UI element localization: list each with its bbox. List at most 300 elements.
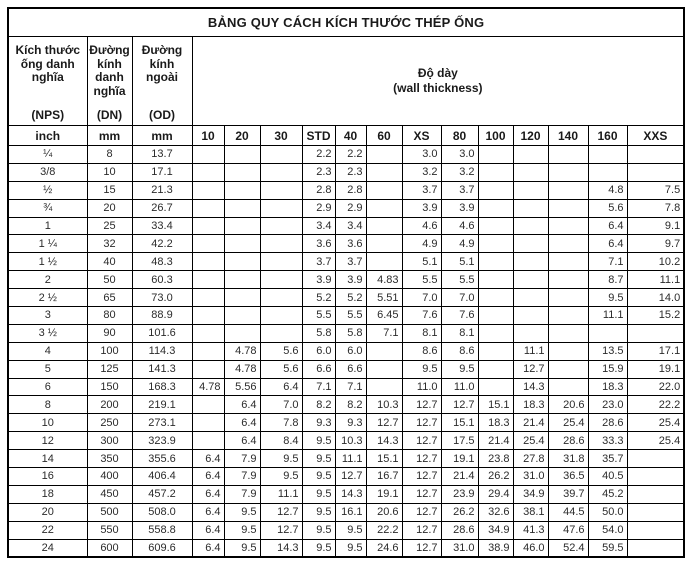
dn-cell: 65 bbox=[87, 289, 132, 307]
thickness-cell-140 bbox=[548, 199, 588, 217]
thickness-cell-120 bbox=[513, 307, 548, 325]
table-row bbox=[8, 450, 684, 468]
thickness-cell-40: 6.0 bbox=[335, 342, 366, 360]
thickness-cell-std: 2.3 bbox=[302, 163, 335, 181]
thickness-cell-xxs bbox=[627, 324, 684, 342]
dn-cell: 400 bbox=[87, 468, 132, 486]
dn-cell: 125 bbox=[87, 360, 132, 378]
thickness-cell-40: 16.1 bbox=[335, 503, 366, 521]
thickness-cell-160: 54.0 bbox=[588, 521, 627, 539]
thickness-cell-160: 40.5 bbox=[588, 468, 627, 486]
thickness-cell-40: 8.2 bbox=[335, 396, 366, 414]
od-cell: 88.9 bbox=[132, 307, 192, 325]
thickness-cell-100 bbox=[478, 181, 513, 199]
table-row bbox=[8, 360, 684, 378]
thickness-cell-xs: 12.7 bbox=[402, 432, 441, 450]
thickness-cell-40: 2.8 bbox=[335, 181, 366, 199]
thickness-cell-60: 4.83 bbox=[366, 271, 402, 289]
thickness-cell-10 bbox=[192, 235, 224, 253]
thickness-cell-140 bbox=[548, 324, 588, 342]
thickness-cell-std: 9.5 bbox=[302, 468, 335, 486]
thickness-cell-100: 29.4 bbox=[478, 485, 513, 503]
thickness-cell-10 bbox=[192, 360, 224, 378]
thickness-cell-xxs: 17.1 bbox=[627, 342, 684, 360]
schedule-60: 60 bbox=[366, 126, 402, 146]
thickness-cell-10: 6.4 bbox=[192, 521, 224, 539]
nps-cell: 14 bbox=[8, 450, 87, 468]
schedule-120: 120 bbox=[513, 126, 548, 146]
thickness-cell-60: 19.1 bbox=[366, 485, 402, 503]
thickness-cell-40: 9.5 bbox=[335, 521, 366, 539]
thickness-cell-80: 9.5 bbox=[441, 360, 478, 378]
thickness-cell-40: 5.2 bbox=[335, 289, 366, 307]
thickness-cell-60 bbox=[366, 199, 402, 217]
nps-cell: 24 bbox=[8, 539, 87, 557]
thickness-cell-10 bbox=[192, 289, 224, 307]
thickness-cell-160: 11.1 bbox=[588, 307, 627, 325]
schedule-xs: XS bbox=[402, 126, 441, 146]
thickness-cell-120 bbox=[513, 199, 548, 217]
thickness-cell-xs: 3.9 bbox=[402, 199, 441, 217]
thickness-cell-140 bbox=[548, 360, 588, 378]
thickness-cell-100 bbox=[478, 360, 513, 378]
thickness-cell-xxs bbox=[627, 468, 684, 486]
thickness-cell-40: 2.3 bbox=[335, 163, 366, 181]
table-row bbox=[8, 521, 684, 539]
thickness-cell-std: 2.8 bbox=[302, 181, 335, 199]
thickness-cell-40: 11.1 bbox=[335, 450, 366, 468]
od-cell: 323.9 bbox=[132, 432, 192, 450]
schedule-100: 100 bbox=[478, 126, 513, 146]
od-cell: 60.3 bbox=[132, 271, 192, 289]
thickness-cell-60 bbox=[366, 163, 402, 181]
thickness-cell-10 bbox=[192, 163, 224, 181]
table-row bbox=[8, 181, 684, 199]
thickness-cell-40: 5.8 bbox=[335, 324, 366, 342]
table-row bbox=[8, 307, 684, 325]
thickness-cell-20: 5.56 bbox=[224, 378, 260, 396]
thickness-cell-160: 13.5 bbox=[588, 342, 627, 360]
nps-cell: 16 bbox=[8, 468, 87, 486]
table-row bbox=[8, 163, 684, 181]
schedule-xxs: XXS bbox=[627, 126, 684, 146]
dn-cell: 90 bbox=[87, 324, 132, 342]
thickness-cell-80: 19.1 bbox=[441, 450, 478, 468]
thickness-cell-10: 6.4 bbox=[192, 450, 224, 468]
od-cell: 114.3 bbox=[132, 342, 192, 360]
unit-od: mm bbox=[132, 126, 192, 146]
thickness-cell-30 bbox=[260, 289, 302, 307]
dn-cell: 50 bbox=[87, 271, 132, 289]
thickness-cell-80: 3.9 bbox=[441, 199, 478, 217]
thickness-cell-160: 18.3 bbox=[588, 378, 627, 396]
schedule-30: 30 bbox=[260, 126, 302, 146]
dn-cell: 550 bbox=[87, 521, 132, 539]
thickness-cell-160: 5.6 bbox=[588, 199, 627, 217]
thickness-cell-160: 59.5 bbox=[588, 539, 627, 557]
thickness-cell-10 bbox=[192, 307, 224, 325]
table-row bbox=[8, 485, 684, 503]
thickness-cell-120 bbox=[513, 146, 548, 164]
thickness-cell-80: 4.9 bbox=[441, 235, 478, 253]
pipe-table-body bbox=[8, 146, 684, 558]
nps-cell: 3 ½ bbox=[8, 324, 87, 342]
thickness-cell-30: 7.8 bbox=[260, 414, 302, 432]
thickness-cell-160: 45.2 bbox=[588, 485, 627, 503]
thickness-cell-120: 21.4 bbox=[513, 414, 548, 432]
thickness-cell-100 bbox=[478, 307, 513, 325]
pipe-size-table bbox=[7, 7, 685, 558]
thickness-cell-xs: 7.0 bbox=[402, 289, 441, 307]
thickness-cell-60: 15.1 bbox=[366, 450, 402, 468]
table-row bbox=[8, 468, 684, 486]
dn-cell: 40 bbox=[87, 253, 132, 271]
thickness-cell-30 bbox=[260, 235, 302, 253]
thickness-cell-120 bbox=[513, 217, 548, 235]
thickness-cell-20 bbox=[224, 271, 260, 289]
thickness-cell-std: 2.9 bbox=[302, 199, 335, 217]
nps-cell: 1 bbox=[8, 217, 87, 235]
thickness-cell-20 bbox=[224, 235, 260, 253]
thickness-cell-140 bbox=[548, 289, 588, 307]
nps-cell: 8 bbox=[8, 396, 87, 414]
thickness-cell-10 bbox=[192, 271, 224, 289]
thickness-cell-160: 28.6 bbox=[588, 414, 627, 432]
thickness-cell-20: 7.9 bbox=[224, 485, 260, 503]
thickness-cell-std: 3.6 bbox=[302, 235, 335, 253]
thickness-cell-100 bbox=[478, 253, 513, 271]
table-row bbox=[8, 289, 684, 307]
thickness-cell-160: 8.7 bbox=[588, 271, 627, 289]
thickness-cell-80: 17.5 bbox=[441, 432, 478, 450]
nps-cell: 1 ¼ bbox=[8, 235, 87, 253]
dn-cell: 600 bbox=[87, 539, 132, 557]
thickness-cell-40: 10.3 bbox=[335, 432, 366, 450]
thickness-cell-100: 34.9 bbox=[478, 521, 513, 539]
table-row bbox=[8, 199, 684, 217]
thickness-cell-60: 14.3 bbox=[366, 432, 402, 450]
thickness-cell-100: 21.4 bbox=[478, 432, 513, 450]
thickness-cell-80: 8.1 bbox=[441, 324, 478, 342]
dn-cell: 100 bbox=[87, 342, 132, 360]
thickness-cell-20 bbox=[224, 324, 260, 342]
thickness-cell-xs: 5.5 bbox=[402, 271, 441, 289]
thickness-cell-100 bbox=[478, 163, 513, 181]
od-cell: 355.6 bbox=[132, 450, 192, 468]
thickness-cell-xs: 11.0 bbox=[402, 378, 441, 396]
thickness-cell-120: 25.4 bbox=[513, 432, 548, 450]
thickness-cell-40: 2.9 bbox=[335, 199, 366, 217]
thickness-cell-10 bbox=[192, 181, 224, 199]
thickness-cell-10 bbox=[192, 146, 224, 164]
od-cell: 508.0 bbox=[132, 503, 192, 521]
thickness-cell-xs: 12.7 bbox=[402, 539, 441, 557]
thickness-cell-60 bbox=[366, 146, 402, 164]
schedule-40: 40 bbox=[335, 126, 366, 146]
thickness-cell-10: 6.4 bbox=[192, 503, 224, 521]
thickness-cell-160: 33.3 bbox=[588, 432, 627, 450]
thickness-cell-xs: 4.9 bbox=[402, 235, 441, 253]
thickness-cell-80: 5.5 bbox=[441, 271, 478, 289]
thickness-cell-30: 6.4 bbox=[260, 378, 302, 396]
thickness-cell-10: 6.4 bbox=[192, 485, 224, 503]
thickness-cell-30 bbox=[260, 271, 302, 289]
thickness-cell-140: 36.5 bbox=[548, 468, 588, 486]
thickness-cell-xxs: 10.2 bbox=[627, 253, 684, 271]
thickness-cell-80: 31.0 bbox=[441, 539, 478, 557]
thickness-cell-10 bbox=[192, 217, 224, 235]
thickness-cell-std: 9.5 bbox=[302, 503, 335, 521]
thickness-cell-160: 15.9 bbox=[588, 360, 627, 378]
thickness-cell-140: 39.7 bbox=[548, 485, 588, 503]
thickness-cell-80: 3.7 bbox=[441, 181, 478, 199]
od-cell: 73.0 bbox=[132, 289, 192, 307]
thickness-cell-80: 5.1 bbox=[441, 253, 478, 271]
table-row bbox=[8, 539, 684, 557]
thickness-cell-60 bbox=[366, 217, 402, 235]
thickness-cell-10: 4.78 bbox=[192, 378, 224, 396]
thickness-cell-30: 9.5 bbox=[260, 468, 302, 486]
thickness-cell-80: 23.9 bbox=[441, 485, 478, 503]
thickness-cell-10 bbox=[192, 342, 224, 360]
thickness-cell-60: 7.1 bbox=[366, 324, 402, 342]
thickness-cell-xs: 4.6 bbox=[402, 217, 441, 235]
od-cell: 17.1 bbox=[132, 163, 192, 181]
dn-cell: 25 bbox=[87, 217, 132, 235]
dn-cell: 80 bbox=[87, 307, 132, 325]
thickness-cell-std: 9.3 bbox=[302, 414, 335, 432]
header-row bbox=[8, 37, 684, 126]
thickness-cell-120: 34.9 bbox=[513, 485, 548, 503]
thickness-cell-60 bbox=[366, 181, 402, 199]
nps-cell: 20 bbox=[8, 503, 87, 521]
dn-cell: 200 bbox=[87, 396, 132, 414]
od-cell: 42.2 bbox=[132, 235, 192, 253]
thickness-cell-30 bbox=[260, 199, 302, 217]
thickness-cell-xxs: 11.1 bbox=[627, 271, 684, 289]
nps-cell: 6 bbox=[8, 378, 87, 396]
thickness-cell-10: 6.4 bbox=[192, 539, 224, 557]
thickness-cell-xxs bbox=[627, 485, 684, 503]
thickness-cell-xxs bbox=[627, 539, 684, 557]
thickness-cell-std: 8.2 bbox=[302, 396, 335, 414]
thickness-cell-60 bbox=[366, 378, 402, 396]
thickness-cell-xxs: 7.5 bbox=[627, 181, 684, 199]
nps-cell: 12 bbox=[8, 432, 87, 450]
thickness-cell-xs: 9.5 bbox=[402, 360, 441, 378]
thickness-cell-160 bbox=[588, 146, 627, 164]
thickness-cell-140: 52.4 bbox=[548, 539, 588, 557]
dn-cell: 20 bbox=[87, 199, 132, 217]
thickness-cell-160: 50.0 bbox=[588, 503, 627, 521]
thickness-cell-xs: 5.1 bbox=[402, 253, 441, 271]
thickness-cell-80: 28.6 bbox=[441, 521, 478, 539]
thickness-cell-40: 3.9 bbox=[335, 271, 366, 289]
thickness-cell-xxs bbox=[627, 163, 684, 181]
thickness-cell-60: 6.45 bbox=[366, 307, 402, 325]
thickness-cell-100 bbox=[478, 378, 513, 396]
nps-cell: 18 bbox=[8, 485, 87, 503]
thickness-cell-80: 26.2 bbox=[441, 503, 478, 521]
thickness-cell-xs: 7.6 bbox=[402, 307, 441, 325]
schedule-row bbox=[8, 126, 684, 146]
thickness-cell-xs: 3.0 bbox=[402, 146, 441, 164]
thickness-cell-60: 24.6 bbox=[366, 539, 402, 557]
thickness-cell-100: 15.1 bbox=[478, 396, 513, 414]
nps-cell: 22 bbox=[8, 521, 87, 539]
col-header-thickness bbox=[192, 37, 684, 126]
thickness-cell-120 bbox=[513, 271, 548, 289]
thickness-cell-xs: 12.7 bbox=[402, 414, 441, 432]
dn-cell: 8 bbox=[87, 146, 132, 164]
thickness-cell-20 bbox=[224, 217, 260, 235]
od-cell: 21.3 bbox=[132, 181, 192, 199]
thickness-cell-160: 35.7 bbox=[588, 450, 627, 468]
thickness-cell-140 bbox=[548, 307, 588, 325]
thickness-cell-xs: 3.7 bbox=[402, 181, 441, 199]
thickness-cell-xs: 12.7 bbox=[402, 396, 441, 414]
title-row bbox=[8, 8, 684, 37]
thickness-cell-20: 6.4 bbox=[224, 414, 260, 432]
thickness-cell-30: 9.5 bbox=[260, 450, 302, 468]
thickness-cell-xxs: 22.2 bbox=[627, 396, 684, 414]
thickness-cell-30: 8.4 bbox=[260, 432, 302, 450]
dn-cell: 500 bbox=[87, 503, 132, 521]
thickness-cell-std: 9.5 bbox=[302, 539, 335, 557]
table-row bbox=[8, 235, 684, 253]
thickness-cell-120 bbox=[513, 163, 548, 181]
thickness-cell-80: 4.6 bbox=[441, 217, 478, 235]
thickness-cell-20: 9.5 bbox=[224, 539, 260, 557]
dn-cell: 150 bbox=[87, 378, 132, 396]
thickness-cell-xs: 3.2 bbox=[402, 163, 441, 181]
thickness-cell-40: 14.3 bbox=[335, 485, 366, 503]
thickness-cell-20 bbox=[224, 199, 260, 217]
table-row bbox=[8, 432, 684, 450]
thickness-cell-20 bbox=[224, 181, 260, 199]
thickness-cell-140: 31.8 bbox=[548, 450, 588, 468]
schedule-140: 140 bbox=[548, 126, 588, 146]
thickness-cell-120: 14.3 bbox=[513, 378, 548, 396]
table-title: BẢNG QUY CÁCH KÍCH THƯỚC THÉP ỐNG bbox=[8, 8, 684, 37]
thickness-cell-120: 18.3 bbox=[513, 396, 548, 414]
thickness-cell-80: 12.7 bbox=[441, 396, 478, 414]
thickness-cell-120 bbox=[513, 324, 548, 342]
thickness-cell-10 bbox=[192, 432, 224, 450]
thickness-cell-20: 9.5 bbox=[224, 521, 260, 539]
thickness-cell-std: 3.7 bbox=[302, 253, 335, 271]
thickness-cell-160: 6.4 bbox=[588, 217, 627, 235]
thickness-cell-std: 6.0 bbox=[302, 342, 335, 360]
od-cell: 48.3 bbox=[132, 253, 192, 271]
thickness-cell-20: 9.5 bbox=[224, 503, 260, 521]
thickness-cell-140 bbox=[548, 253, 588, 271]
thickness-cell-160: 4.8 bbox=[588, 181, 627, 199]
schedule-160: 160 bbox=[588, 126, 627, 146]
thickness-cell-140 bbox=[548, 163, 588, 181]
thickness-cell-30: 7.0 bbox=[260, 396, 302, 414]
thickness-cell-xs: 12.7 bbox=[402, 450, 441, 468]
thickness-cell-100 bbox=[478, 199, 513, 217]
thickness-cell-std: 6.6 bbox=[302, 360, 335, 378]
thickness-cell-100 bbox=[478, 217, 513, 235]
thickness-cell-140 bbox=[548, 378, 588, 396]
thickness-cell-140 bbox=[548, 271, 588, 289]
thickness-cell-20: 4.78 bbox=[224, 360, 260, 378]
thickness-cell-30 bbox=[260, 307, 302, 325]
thickness-cell-30 bbox=[260, 146, 302, 164]
thickness-cell-60 bbox=[366, 342, 402, 360]
thickness-cell-60 bbox=[366, 235, 402, 253]
thickness-cell-120: 46.0 bbox=[513, 539, 548, 557]
thickness-cell-20 bbox=[224, 253, 260, 271]
thickness-cell-100: 18.3 bbox=[478, 414, 513, 432]
nps-cell: 10 bbox=[8, 414, 87, 432]
thickness-subtitle: (wall thickness) bbox=[393, 81, 483, 95]
thickness-cell-120: 38.1 bbox=[513, 503, 548, 521]
od-cell: 558.8 bbox=[132, 521, 192, 539]
thickness-cell-100: 23.8 bbox=[478, 450, 513, 468]
thickness-cell-60: 22.2 bbox=[366, 521, 402, 539]
thickness-cell-30 bbox=[260, 324, 302, 342]
thickness-cell-140: 47.6 bbox=[548, 521, 588, 539]
thickness-cell-40: 3.4 bbox=[335, 217, 366, 235]
schedule-10: 10 bbox=[192, 126, 224, 146]
thickness-cell-30: 5.6 bbox=[260, 342, 302, 360]
dn-cell: 350 bbox=[87, 450, 132, 468]
od-cell: 168.3 bbox=[132, 378, 192, 396]
nps-cell: 5 bbox=[8, 360, 87, 378]
thickness-cell-80: 3.0 bbox=[441, 146, 478, 164]
thickness-cell-140 bbox=[548, 217, 588, 235]
thickness-cell-xxs: 25.4 bbox=[627, 414, 684, 432]
table-row bbox=[8, 146, 684, 164]
thickness-cell-10: 6.4 bbox=[192, 468, 224, 486]
table-row bbox=[8, 414, 684, 432]
thickness-cell-xxs: 7.8 bbox=[627, 199, 684, 217]
thickness-cell-100 bbox=[478, 235, 513, 253]
unit-dn: mm bbox=[87, 126, 132, 146]
thickness-cell-160: 7.1 bbox=[588, 253, 627, 271]
table-row bbox=[8, 253, 684, 271]
thickness-cell-30: 11.1 bbox=[260, 485, 302, 503]
thickness-cell-60: 20.6 bbox=[366, 503, 402, 521]
thickness-cell-120: 27.8 bbox=[513, 450, 548, 468]
thickness-cell-xxs: 15.2 bbox=[627, 307, 684, 325]
thickness-cell-std: 3.4 bbox=[302, 217, 335, 235]
thickness-cell-30 bbox=[260, 181, 302, 199]
thickness-cell-xxs bbox=[627, 146, 684, 164]
thickness-cell-xs: 8.6 bbox=[402, 342, 441, 360]
thickness-cell-40: 3.7 bbox=[335, 253, 366, 271]
od-cell: 26.7 bbox=[132, 199, 192, 217]
table-row bbox=[8, 396, 684, 414]
thickness-cell-xs: 12.7 bbox=[402, 485, 441, 503]
od-cell: 406.4 bbox=[132, 468, 192, 486]
thickness-cell-xxs: 14.0 bbox=[627, 289, 684, 307]
thickness-cell-std: 9.5 bbox=[302, 432, 335, 450]
nps-cell: ¼ bbox=[8, 146, 87, 164]
thickness-cell-120: 31.0 bbox=[513, 468, 548, 486]
thickness-cell-160: 9.5 bbox=[588, 289, 627, 307]
thickness-cell-100: 38.9 bbox=[478, 539, 513, 557]
table-row bbox=[8, 503, 684, 521]
thickness-cell-40: 9.3 bbox=[335, 414, 366, 432]
thickness-cell-120 bbox=[513, 253, 548, 271]
thickness-cell-40: 6.6 bbox=[335, 360, 366, 378]
unit-nps: inch bbox=[8, 126, 87, 146]
thickness-cell-10 bbox=[192, 253, 224, 271]
